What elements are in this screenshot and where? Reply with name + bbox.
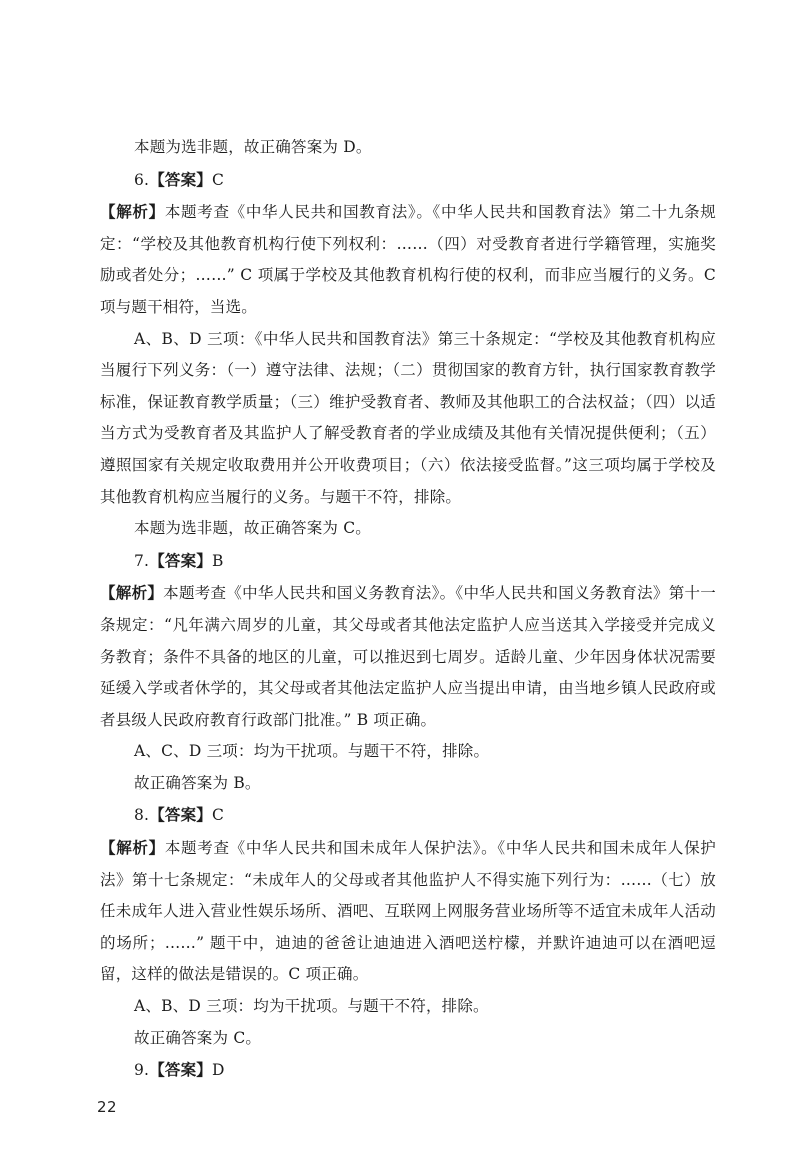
answer-value: B: [212, 551, 224, 570]
option-explanation-text: A、B、D 三项：《中华人民共和国教育法》第三十条规定：“学校及其他教育机构应当履行下列义务：（一）遵守法律、法规；（二）贯彻国家的教育方针，执行国家教育教学标准，保证教育教学质量；（三）维护受教育者、教师及其他职工的合法权益；（四）以适当方式为受教育者及其监护人了解受教育者的学业成绩及其他有关情况提供便利；（五）遵照国家有关规定收取费用并公开收费项目；（六）依法接受监督。”这三项均属于学校及其他教育机构应当履行的义务。与题干不符，排除。: [100, 329, 716, 506]
conclusion-6: [100, 513, 716, 545]
analysis-label: 【解析】: [100, 202, 165, 222]
conclusion-8: [100, 1023, 716, 1055]
conclusion-text: 故正确答案为 B。: [134, 773, 261, 792]
answer-label: 【答案】: [149, 805, 213, 825]
option-explanation-8: [100, 991, 716, 1023]
answer-line-7: [100, 545, 716, 578]
option-explanation-text: A、C、D 三项：均为干扰项。与题干不符，排除。: [134, 742, 490, 761]
answer-value: D: [212, 1061, 225, 1080]
answer-label: 【答案】: [149, 550, 213, 570]
analysis-text: 本题考查《中华人民共和国义务教育法》。《中华人民共和国义务教育法》第十一条规定：“凡年满六周岁的儿童，其父母或者其他法定监护人应当送其入学接受并完成义务教育；条件不具备的地区的儿童，可以推迟到七周岁。适龄儿童、少年因身体状况需要延缓入学或者休学的，其父母或者其他法定监护人应当提出申请，由当地乡镇人民政府或者县级人民政府教育行政部门批准。” B 项正确。: [100, 584, 717, 729]
conclusion-5: [100, 132, 716, 164]
conclusion-7: [100, 768, 716, 800]
answer-label: 【答案】: [149, 169, 213, 189]
analysis-label: 【解析】: [100, 583, 164, 603]
analysis-text: 本题考查《中华人民共和国未成年人保护法》。《中华人民共和国未成年人保护法》第十七条规定：“未成年人的父母或者其他监护人不得实施下列行为：……（七）放任未成年人进入营业性娱乐场所、酒吧、互联网上网服务营业场所等不适宜未成年人活动的场所；……” 题干中，迪迪的爸爸让迪迪进入酒吧送柠檬，并默许迪迪可以在酒吧逗留，这样的做法是错误的。C 项正确。: [100, 839, 716, 984]
analysis-8: [100, 832, 716, 991]
answer-value: C: [212, 170, 225, 189]
question-number: 7.: [134, 551, 150, 570]
analysis-text: 本题考查《中华人民共和国教育法》。《中华人民共和国教育法》第二十九条规定：“学校及其他教育机构行使下列权利：……（四）对受教育者进行学籍管理，实施奖励或者处分；……” C 项属于学校及其他教育机构行使的权利，而非应当履行的义务。C 项与题干相符，当选。: [100, 203, 716, 316]
conclusion-text: 本题为选非题，故正确答案为 D。: [134, 138, 372, 156]
page-number: 22: [97, 1098, 118, 1116]
answer-line-8: [100, 799, 716, 832]
option-explanation-text: A、B、D 三项：均为干扰项。与题干不符，排除。: [134, 997, 489, 1016]
option-explanation-7: [100, 736, 716, 768]
question-number: 9.: [134, 1061, 150, 1080]
option-explanation-6: [100, 324, 716, 514]
answer-value: C: [212, 806, 225, 825]
answer-line-9: [100, 1054, 716, 1087]
answer-label: 【答案】: [149, 1060, 213, 1080]
conclusion-text: 本题为选非题，故正确答案为 C。: [134, 519, 371, 538]
analysis-label: 【解析】: [100, 838, 165, 858]
answer-explanations: [100, 132, 716, 1087]
question-number: 8.: [134, 806, 150, 825]
answer-line-6: [100, 164, 716, 197]
question-number: 6.: [134, 170, 150, 189]
analysis-7: [100, 577, 716, 736]
conclusion-text: 故正确答案为 C。: [134, 1028, 262, 1047]
analysis-6: [100, 196, 716, 323]
